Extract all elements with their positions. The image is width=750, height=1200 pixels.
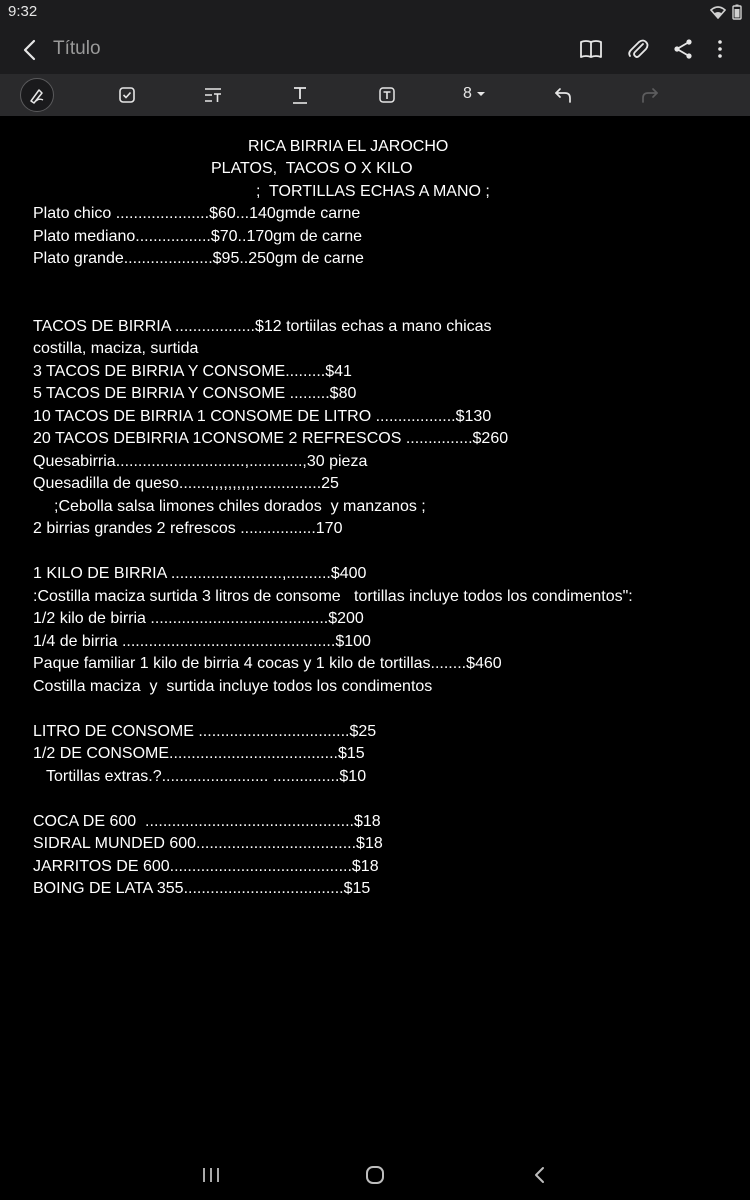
share-icon [671,37,695,61]
menu-line: 1 KILO DE BIRRIA .........................,..........$400 [33,565,367,582]
menu-line: Quesadilla de queso.......,,,,,,,,,,...............25 [33,475,339,492]
menu-line: 5 TACOS DE BIRRIA Y CONSOME .........$80 [33,385,357,402]
menu-line: ;Cebolla salsa limones chiles dorados y manzanos ; [54,498,426,515]
menu-line: LITRO DE CONSOME ..................................$25 [33,723,377,740]
share-button[interactable] [671,37,695,61]
menu-line: 10 TACOS DE BIRRIA 1 CONSOME DE LITRO ..................$130 [33,408,492,425]
menu-line: :Costilla maciza surtida 3 litros de consome tortillas incluye todos los condimentos": [33,588,633,605]
menu-line: Costilla maciza y surtida incluye todos los condimentos [33,678,433,695]
redo-button[interactable] [636,81,664,109]
text-format-button[interactable] [286,81,314,109]
app-bar [0,24,750,74]
status-icons [710,4,742,25]
menu-line: 1/4 de birria ................................................$100 [33,633,371,650]
menu-line: BOING DE LATA 355....................................$15 [33,880,371,897]
back-arrow-icon [16,36,44,64]
menu-line: Plato grande....................$95..250gm de carne [33,250,364,267]
dropdown-arrow-icon [476,91,486,97]
menu-tagline: ; TORTILLAS ECHAS A MANO ; [256,183,490,200]
battery-icon [732,4,742,25]
menu-line: costilla, maciza, surtida [33,340,199,357]
menu-line: 3 TACOS DE BIRRIA Y CONSOME.........$41 [33,363,352,380]
paperclip-icon [626,37,650,61]
home-icon [363,1163,387,1187]
menu-line: COCA DE 600 ...............................................$18 [33,813,381,830]
more-vertical-icon [708,37,732,61]
status-time: 9:32 [8,3,38,20]
system-nav-bar [0,1150,750,1200]
pen-icon [27,85,47,105]
menu-line: Plato chico .....................$60...140gmde carne [33,205,361,222]
paragraph-style-icon [203,86,223,104]
menu-line: Paque familiar 1 kilo de birria 4 cocas y 1 kilo de tortillas........$460 [33,655,502,672]
recent-apps-button[interactable] [199,1163,223,1187]
menu-title: RICA BIRRIA EL JAROCHO [248,138,449,155]
menu-line: 20 TACOS DEBIRRIA 1CONSOME 2 REFRESCOS ...............$260 [33,430,509,447]
handwriting-button[interactable] [20,78,54,112]
text-style-button[interactable] [199,81,227,109]
redo-icon [640,85,660,105]
menu-subtitle: PLATOS, TACOS O X KILO [211,160,413,177]
editor-toolbar [0,74,750,116]
menu-line: JARRITOS DE 600.........................................$18 [33,858,379,875]
menu-line: 1/2 kilo de birria ........................................$200 [33,610,364,627]
wifi-icon [710,5,726,24]
font-size-selector[interactable] [463,85,486,103]
menu-line: SIDRAL MUNDED 600....................................$18 [33,835,383,852]
undo-button[interactable] [549,81,577,109]
menu-line: 1/2 DE CONSOME......................................$15 [33,745,365,762]
status-bar [0,0,750,24]
attach-button[interactable] [626,37,650,61]
reading-mode-button[interactable] [579,37,603,61]
note-title[interactable]: Título [53,38,101,59]
text-underline-icon [291,85,309,105]
checkbox-icon [118,86,136,104]
note-document[interactable] [0,116,750,1150]
home-button[interactable] [363,1163,387,1187]
undo-icon [553,85,573,105]
back-button[interactable] [16,36,44,64]
chevron-left-icon [528,1163,552,1187]
more-options-button[interactable] [708,37,732,61]
menu-line: Plato mediano.................$70..170gm de carne [33,228,363,245]
menu-line: Tortillas extras.?........................ ...............$10 [46,768,367,785]
text-box-icon [378,86,396,104]
font-size-value: 8 [463,85,472,102]
recent-apps-icon [199,1163,223,1187]
menu-line: TACOS DE BIRRIA ..................$12 tortiilas echas a mano chicas [33,318,492,335]
menu-line: 2 birrias grandes 2 refrescos .................170 [33,520,343,537]
text-box-button[interactable] [373,81,401,109]
system-back-button[interactable] [528,1163,552,1187]
menu-line: Quesabirria.............................,............,30 pieza [33,453,368,470]
checkbox-button[interactable] [113,81,141,109]
book-icon [579,37,603,61]
